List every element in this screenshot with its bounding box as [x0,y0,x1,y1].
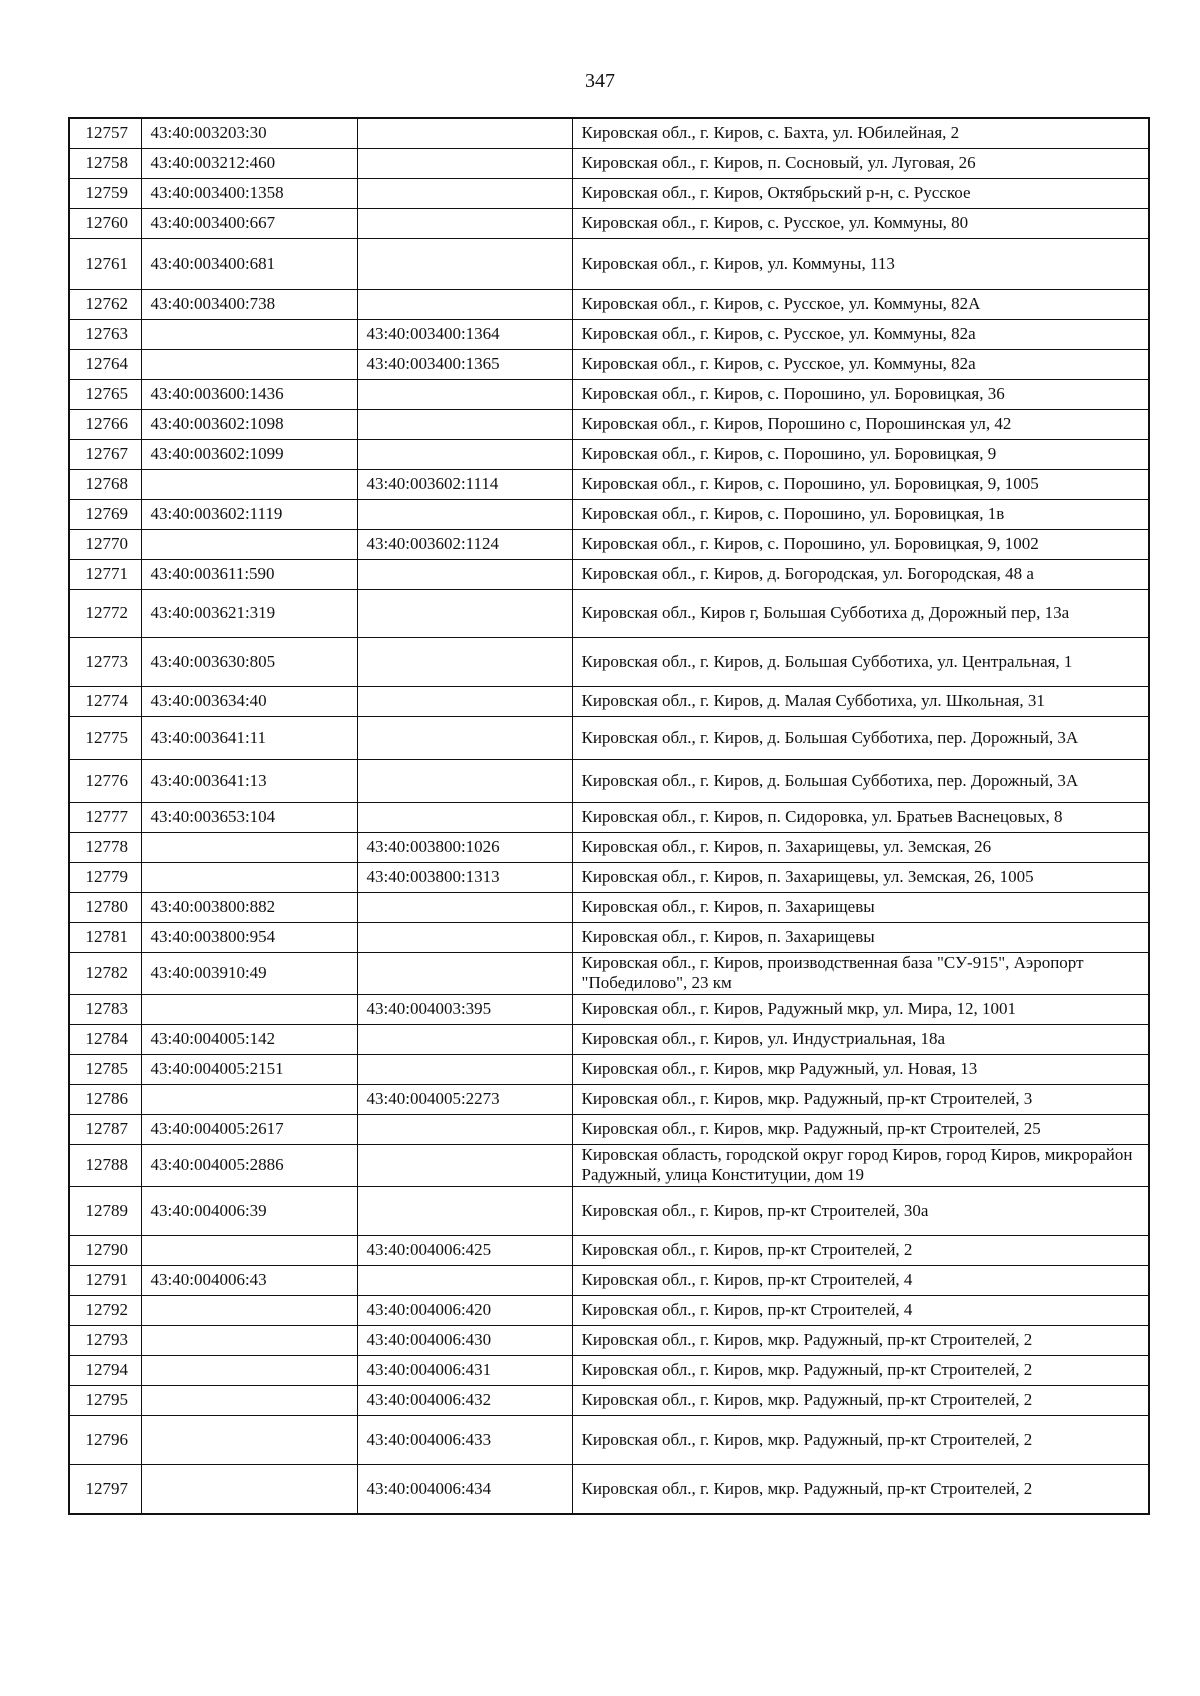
building-cadastral-number-cell [357,952,572,994]
building-cadastral-number-cell: 43:40:004005:2273 [357,1084,572,1114]
row-number-cell: 12789 [69,1186,141,1235]
address-cell: Кировская обл., г. Киров, с. Порошино, ул. Боровицкая, 9, 1002 [572,529,1149,559]
land-cadastral-number-cell: 43:40:003800:882 [141,892,357,922]
building-cadastral-number-cell [357,178,572,208]
address-cell: Кировская обл., г. Киров, с. Русское, ул. Коммуны, 82А [572,289,1149,319]
row-number-cell: 12791 [69,1265,141,1295]
row-number-cell: 12796 [69,1415,141,1464]
table-row [69,559,1149,589]
table-row [69,832,1149,862]
table-row [69,862,1149,892]
table-row [69,238,1149,289]
row-number-cell: 12794 [69,1355,141,1385]
table-row [69,637,1149,686]
table-row [69,1024,1149,1054]
row-number-cell: 12785 [69,1054,141,1084]
address-cell: Кировская обл., г. Киров, мкр Радужный, ул. Новая, 13 [572,1054,1149,1084]
land-cadastral-number-cell: 43:40:003203:30 [141,118,357,148]
land-cadastral-number-cell: 43:40:003621:319 [141,589,357,637]
row-number-cell: 12758 [69,148,141,178]
row-number-cell: 12788 [69,1144,141,1186]
land-cadastral-number-cell: 43:40:003212:460 [141,148,357,178]
table-row [69,1385,1149,1415]
building-cadastral-number-cell [357,802,572,832]
row-number-cell: 12783 [69,994,141,1024]
address-cell: Кировская обл., г. Киров, мкр. Радужный, пр-кт Строителей, 2 [572,1325,1149,1355]
land-cadastral-number-cell: 43:40:003910:49 [141,952,357,994]
land-cadastral-number-cell: 43:40:004006:43 [141,1265,357,1295]
row-number-cell: 12792 [69,1295,141,1325]
land-cadastral-number-cell: 43:40:003641:13 [141,759,357,802]
table-row [69,1054,1149,1084]
address-cell: Кировская обл., г. Киров, Октябрьский р-н, с. Русское [572,178,1149,208]
address-cell: Кировская обл., г. Киров, ул. Индустриальная, 18а [572,1024,1149,1054]
address-cell: Кировская обл., г. Киров, мкр. Радужный, пр-кт Строителей, 2 [572,1415,1149,1464]
building-cadastral-number-cell [357,1114,572,1144]
table-row [69,1084,1149,1114]
row-number-cell: 12777 [69,802,141,832]
address-cell: Кировская обл., г. Киров, мкр. Радужный, пр-кт Строителей, 2 [572,1355,1149,1385]
row-number-cell: 12786 [69,1084,141,1114]
address-cell: Кировская обл., г. Киров, д. Богородская, ул. Богородская, 48 а [572,559,1149,589]
address-cell: Кировская обл., г. Киров, с. Русское, ул. Коммуны, 82а [572,349,1149,379]
table-row [69,409,1149,439]
building-cadastral-number-cell: 43:40:003602:1124 [357,529,572,559]
table-row [69,499,1149,529]
building-cadastral-number-cell [357,892,572,922]
address-cell: Кировская обл., г. Киров, пр-кт Строителей, 2 [572,1235,1149,1265]
building-cadastral-number-cell: 43:40:003400:1365 [357,349,572,379]
address-cell: Кировская обл., г. Киров, с. Порошино, ул. Боровицкая, 1в [572,499,1149,529]
table-row [69,759,1149,802]
land-cadastral-number-cell [141,1464,357,1514]
land-cadastral-number-cell: 43:40:004005:142 [141,1024,357,1054]
address-cell: Кировская обл., г. Киров, мкр. Радужный, пр-кт Строителей, 2 [572,1464,1149,1514]
address-cell: Кировская обл., г. Киров, д. Большая Субботиха, ул. Центральная, 1 [572,637,1149,686]
building-cadastral-number-cell: 43:40:004006:433 [357,1415,572,1464]
table-row [69,1235,1149,1265]
table-row [69,1265,1149,1295]
table-row [69,178,1149,208]
table-row [69,1415,1149,1464]
address-cell: Кировская обл., г. Киров, п. Сидоровка, ул. Братьев Васнецовых, 8 [572,802,1149,832]
land-cadastral-number-cell [141,469,357,499]
land-cadastral-number-cell: 43:40:003634:40 [141,686,357,716]
address-cell: Кировская обл., г. Киров, мкр. Радужный, пр-кт Строителей, 25 [572,1114,1149,1144]
land-cadastral-number-cell: 43:40:004005:2617 [141,1114,357,1144]
address-cell: Кировская обл., г. Киров, ул. Коммуны, 113 [572,238,1149,289]
building-cadastral-number-cell: 43:40:004006:431 [357,1355,572,1385]
building-cadastral-number-cell [357,716,572,759]
row-number-cell: 12760 [69,208,141,238]
land-cadastral-number-cell [141,862,357,892]
table-row [69,148,1149,178]
registry-table [68,117,1150,1515]
address-cell: Кировская обл., г. Киров, с. Русское, ул. Коммуны, 82а [572,319,1149,349]
building-cadastral-number-cell [357,1265,572,1295]
row-number-cell: 12780 [69,892,141,922]
row-number-cell: 12774 [69,686,141,716]
address-cell: Кировская обл., г. Киров, д. Малая Субботиха, ул. Школьная, 31 [572,686,1149,716]
row-number-cell: 12787 [69,1114,141,1144]
row-number-cell: 12771 [69,559,141,589]
address-cell: Кировская область, городской округ город Киров, город Киров, микрорайон Радужный, улица Конституции, дом 19 [572,1144,1149,1186]
building-cadastral-number-cell [357,379,572,409]
land-cadastral-number-cell: 43:40:004006:39 [141,1186,357,1235]
row-number-cell: 12793 [69,1325,141,1355]
row-number-cell: 12759 [69,178,141,208]
land-cadastral-number-cell: 43:40:003611:590 [141,559,357,589]
table-row [69,349,1149,379]
land-cadastral-number-cell: 43:40:003800:954 [141,922,357,952]
land-cadastral-number-cell: 43:40:003630:805 [141,637,357,686]
address-cell: Кировская обл., г. Киров, производственная база "СУ-915", Аэропорт "Победилово", 23 км [572,952,1149,994]
row-number-cell: 12773 [69,637,141,686]
row-number-cell: 12778 [69,832,141,862]
building-cadastral-number-cell [357,289,572,319]
building-cadastral-number-cell [357,559,572,589]
table-row [69,892,1149,922]
table-row [69,1144,1149,1186]
land-cadastral-number-cell: 43:40:004005:2886 [141,1144,357,1186]
table-row [69,208,1149,238]
table-row [69,1295,1149,1325]
page-number: 347 [585,70,615,92]
building-cadastral-number-cell: 43:40:003800:1026 [357,832,572,862]
address-cell: Кировская обл., г. Киров, пр-кт Строителей, 30а [572,1186,1149,1235]
table-row [69,994,1149,1024]
address-cell: Кировская обл., г. Киров, пр-кт Строителей, 4 [572,1295,1149,1325]
land-cadastral-number-cell: 43:40:003600:1436 [141,379,357,409]
row-number-cell: 12776 [69,759,141,802]
building-cadastral-number-cell: 43:40:004006:434 [357,1464,572,1514]
building-cadastral-number-cell [357,1024,572,1054]
building-cadastral-number-cell: 43:40:004006:430 [357,1325,572,1355]
table-row [69,289,1149,319]
address-cell: Кировская обл., г. Киров, п. Сосновый, ул. Луговая, 26 [572,148,1149,178]
land-cadastral-number-cell [141,1325,357,1355]
table-row [69,379,1149,409]
table-row [69,1114,1149,1144]
building-cadastral-number-cell: 43:40:004006:425 [357,1235,572,1265]
land-cadastral-number-cell: 43:40:003400:681 [141,238,357,289]
address-cell: Кировская обл., г. Киров, п. Захарищевы, ул. Земская, 26, 1005 [572,862,1149,892]
table-row [69,802,1149,832]
table-row [69,118,1149,148]
land-cadastral-number-cell: 43:40:003641:11 [141,716,357,759]
building-cadastral-number-cell [357,238,572,289]
land-cadastral-number-cell [141,994,357,1024]
row-number-cell: 12762 [69,289,141,319]
building-cadastral-number-cell: 43:40:004003:395 [357,994,572,1024]
address-cell: Кировская обл., г. Киров, д. Большая Субботиха, пер. Дорожный, 3А [572,759,1149,802]
building-cadastral-number-cell [357,118,572,148]
row-number-cell: 12767 [69,439,141,469]
row-number-cell: 12795 [69,1385,141,1415]
land-cadastral-number-cell: 43:40:003602:1099 [141,439,357,469]
table-row [69,319,1149,349]
row-number-cell: 12784 [69,1024,141,1054]
land-cadastral-number-cell: 43:40:003602:1119 [141,499,357,529]
row-number-cell: 12764 [69,349,141,379]
registry-table-body [69,118,1149,1514]
building-cadastral-number-cell [357,148,572,178]
building-cadastral-number-cell: 43:40:003400:1364 [357,319,572,349]
land-cadastral-number-cell [141,832,357,862]
address-cell: Кировская обл., г. Киров, Порошино с, Порошинская ул, 42 [572,409,1149,439]
land-cadastral-number-cell: 43:40:004005:2151 [141,1054,357,1084]
land-cadastral-number-cell [141,1295,357,1325]
land-cadastral-number-cell [141,319,357,349]
building-cadastral-number-cell: 43:40:004006:432 [357,1385,572,1415]
address-cell: Кировская обл., г. Киров, п. Захарищевы, ул. Земская, 26 [572,832,1149,862]
table-row [69,1464,1149,1514]
address-cell: Кировская обл., г. Киров, п. Захарищевы [572,922,1149,952]
address-cell: Кировская обл., г. Киров, с. Порошино, ул. Боровицкая, 9 [572,439,1149,469]
address-cell: Кировская обл., г. Киров, п. Захарищевы [572,892,1149,922]
land-cadastral-number-cell: 43:40:003400:667 [141,208,357,238]
land-cadastral-number-cell: 43:40:003653:104 [141,802,357,832]
table-row [69,589,1149,637]
building-cadastral-number-cell [357,686,572,716]
table-row [69,716,1149,759]
building-cadastral-number-cell: 43:40:004006:420 [357,1295,572,1325]
row-number-cell: 12772 [69,589,141,637]
land-cadastral-number-cell [141,1084,357,1114]
land-cadastral-number-cell [141,1355,357,1385]
building-cadastral-number-cell [357,499,572,529]
table-row [69,529,1149,559]
building-cadastral-number-cell [357,1054,572,1084]
row-number-cell: 12766 [69,409,141,439]
address-cell: Кировская обл., г. Киров, с. Бахта, ул. Юбилейная, 2 [572,118,1149,148]
land-cadastral-number-cell [141,1415,357,1464]
row-number-cell: 12769 [69,499,141,529]
building-cadastral-number-cell [357,439,572,469]
row-number-cell: 12763 [69,319,141,349]
row-number-cell: 12779 [69,862,141,892]
building-cadastral-number-cell: 43:40:003602:1114 [357,469,572,499]
row-number-cell: 12775 [69,716,141,759]
address-cell: Кировская обл., Киров г, Большая Субботиха д, Дорожный пер, 13а [572,589,1149,637]
building-cadastral-number-cell [357,409,572,439]
address-cell: Кировская обл., г. Киров, пр-кт Строителей, 4 [572,1265,1149,1295]
row-number-cell: 12782 [69,952,141,994]
building-cadastral-number-cell [357,1186,572,1235]
address-cell: Кировская обл., г. Киров, мкр. Радужный, пр-кт Строителей, 2 [572,1385,1149,1415]
building-cadastral-number-cell [357,759,572,802]
address-cell: Кировская обл., г. Киров, с. Порошино, ул. Боровицкая, 36 [572,379,1149,409]
table-row [69,469,1149,499]
land-cadastral-number-cell [141,529,357,559]
land-cadastral-number-cell [141,1235,357,1265]
table-row [69,1355,1149,1385]
land-cadastral-number-cell: 43:40:003400:1358 [141,178,357,208]
building-cadastral-number-cell [357,637,572,686]
row-number-cell: 12770 [69,529,141,559]
table-row [69,952,1149,994]
building-cadastral-number-cell [357,589,572,637]
land-cadastral-number-cell [141,349,357,379]
table-row [69,686,1149,716]
address-cell: Кировская обл., г. Киров, Радужный мкр, ул. Мира, 12, 1001 [572,994,1149,1024]
row-number-cell: 12781 [69,922,141,952]
row-number-cell: 12765 [69,379,141,409]
row-number-cell: 12797 [69,1464,141,1514]
address-cell: Кировская обл., г. Киров, мкр. Радужный, пр-кт Строителей, 3 [572,1084,1149,1114]
address-cell: Кировская обл., г. Киров, с. Порошино, ул. Боровицкая, 9, 1005 [572,469,1149,499]
table-row [69,439,1149,469]
table-row [69,1186,1149,1235]
building-cadastral-number-cell [357,208,572,238]
address-cell: Кировская обл., г. Киров, с. Русское, ул. Коммуны, 80 [572,208,1149,238]
row-number-cell: 12768 [69,469,141,499]
land-cadastral-number-cell: 43:40:003400:738 [141,289,357,319]
table-row [69,922,1149,952]
building-cadastral-number-cell [357,922,572,952]
table-row [69,1325,1149,1355]
land-cadastral-number-cell [141,1385,357,1415]
row-number-cell: 12761 [69,238,141,289]
address-cell: Кировская обл., г. Киров, д. Большая Субботиха, пер. Дорожный, 3А [572,716,1149,759]
building-cadastral-number-cell [357,1144,572,1186]
row-number-cell: 12757 [69,118,141,148]
building-cadastral-number-cell: 43:40:003800:1313 [357,862,572,892]
row-number-cell: 12790 [69,1235,141,1265]
land-cadastral-number-cell: 43:40:003602:1098 [141,409,357,439]
